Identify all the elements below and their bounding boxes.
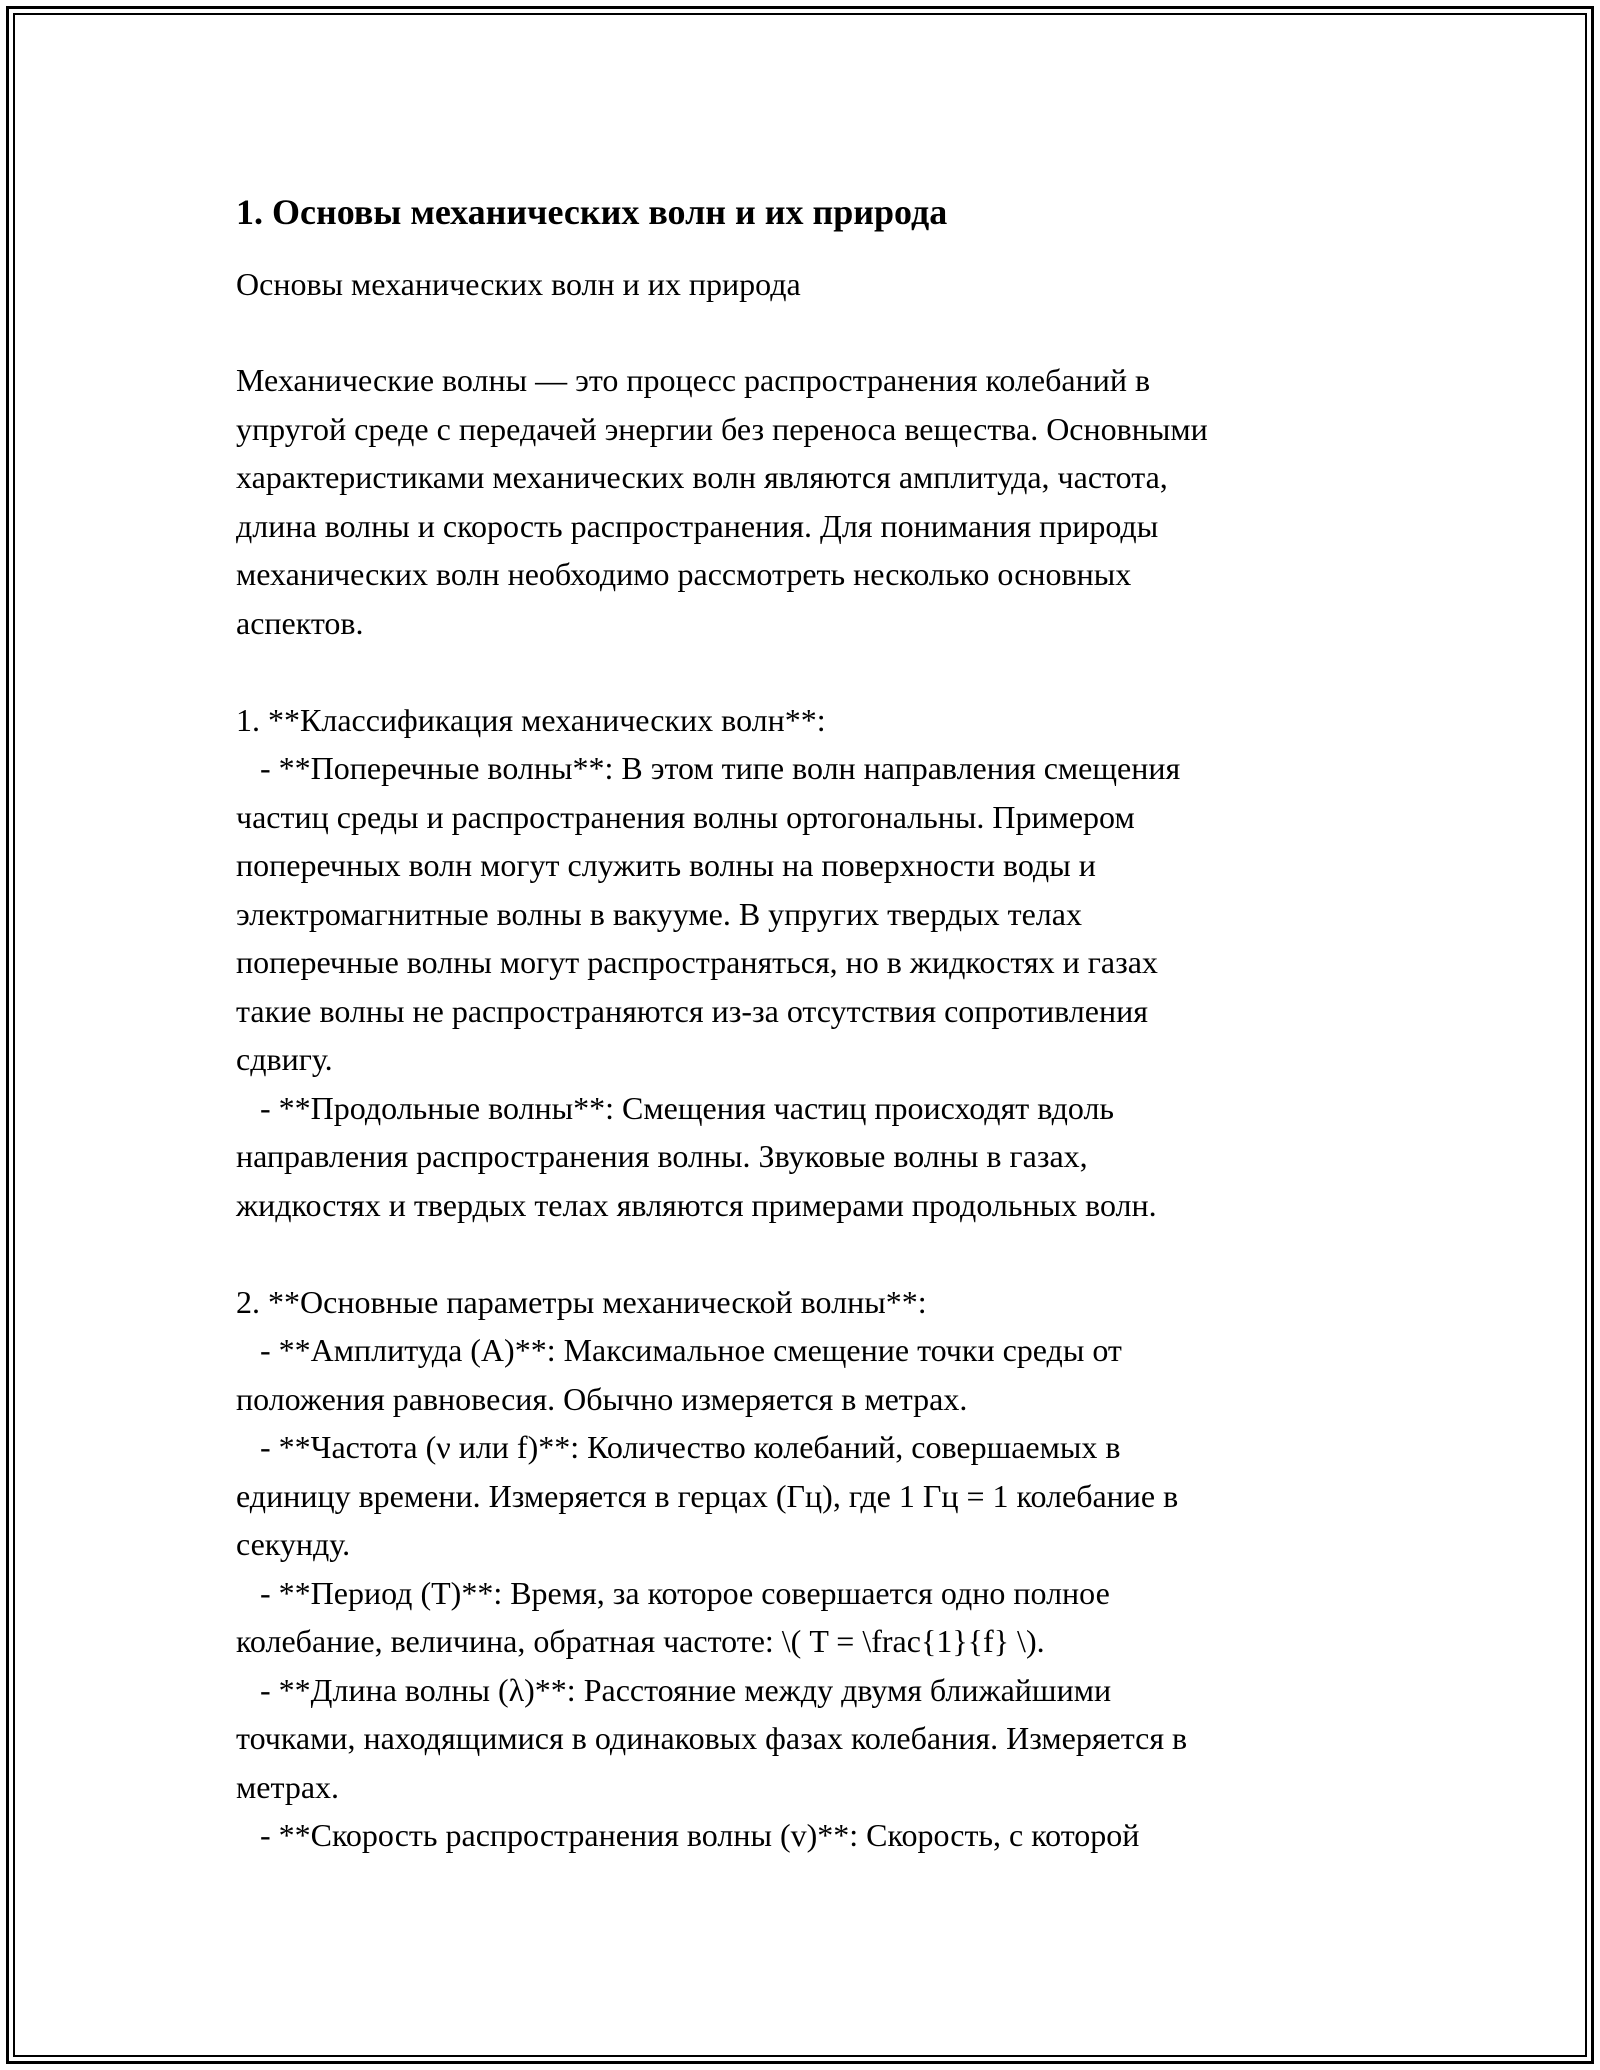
section-parameters: 2. **Основные параметры механической волны**: - **Амплитуда (A)**: Максимальное смещение точки среды от положения равновесия. Обычно измеряется в метрах. - **Частота (ν или f)**: Количество колебаний, совершаемых в единицу времени. Измеряется в герцах (Гц), где 1 Гц = 1 колебание в секунду. - **Период (T)**: Время, за которое совершается одно полное колебание, величина, обратная частоте: \( T = \frac{1}{f} \). - **Длина волны (λ)**: Расстояние между двумя ближайшими точками, находящимися в одинаковых фазах колебания. Измеряется в метрах. - **Скорость распространения волны (v)**: Скорость, с которой: [236, 1283, 1188, 1853]
document-heading: 1. Основы механических волн и их природа: [236, 192, 948, 232]
section-classification: 1. **Классификация механических волн**: - **Поперечные волны**: В этом типе волн направления смещения частиц среды и распространения волны ортогональны. Примером поперечных волн могут служить волны на поверхности воды и электромагнитные волны в вакууме. В упругих твердых телах поперечные волны могут распространяться, но в жидкостях и газах такие волны не распространяются из-за отсутствия сопротивления сдвигу. - **Продольные волны**: Смещения частиц происходят вдоль направления распространения волны. Звуковые волны в газах, жидкостях и твердых телах являются примерами продольных волн.: [236, 701, 1181, 1223]
intro-paragraph: Механические волны — это процесс распространения колебаний в упругой среде с передачей энергии без переноса вещества. Основными характеристиками механических волн являются амплитуда, частота, длина волны и скорость распространения. Для понимания природы механических волн необходимо рассмотреть несколько основных аспектов.: [236, 362, 1208, 641]
document-page: [236, 188, 1386, 1860]
document-subtitle: Основы механических волн и их природа: [236, 266, 801, 302]
